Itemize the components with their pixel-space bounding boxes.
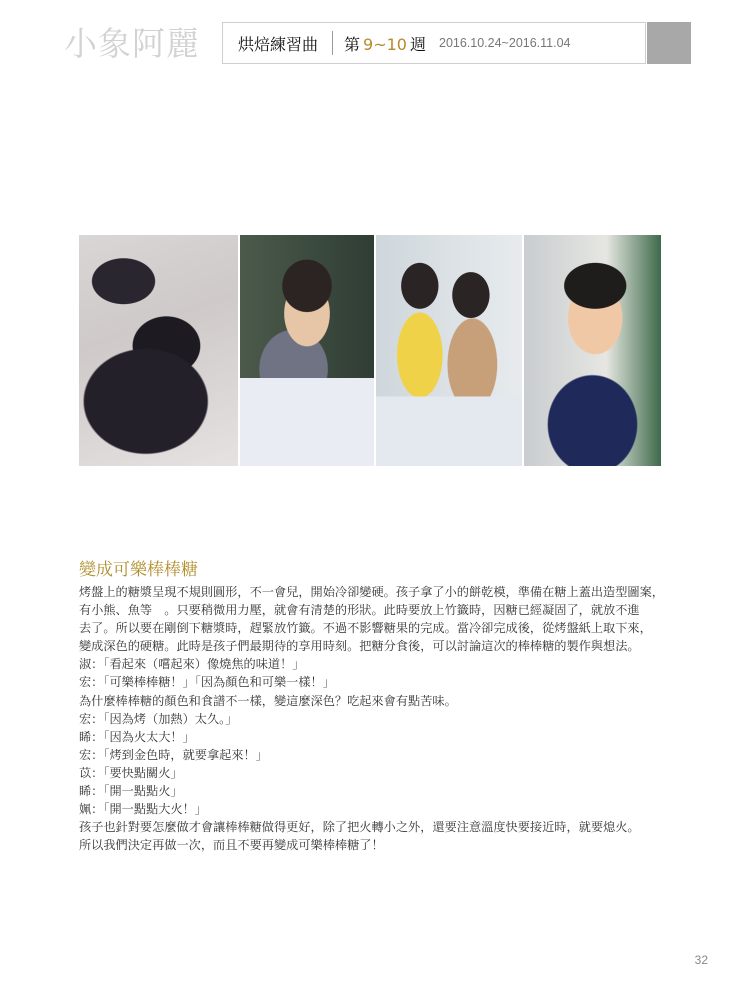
paragraph-line: 姵：「開一點點大火！」 [79, 802, 207, 817]
paragraph-line: 為什麼棒棒糖的顏色和食譜不一樣，變這麼深色？吃起來會有點苦味。 [79, 693, 457, 708]
body-text [79, 583, 669, 854]
week-suffix: 週 [409, 34, 426, 54]
week-label [344, 32, 426, 55]
week-prefix: 第 [344, 34, 361, 54]
paragraph-line: 苡：「要快點關火」 [79, 765, 183, 780]
paragraph-line: 所以我們決定再做一次，而且不要再變成可樂棒棒糖了！ [79, 838, 384, 853]
photo-strip [79, 235, 663, 466]
paragraph-line: 睎：「因為火太大！」 [79, 729, 195, 744]
week-range: 9~10 [363, 34, 407, 54]
paragraph-line: 淑：「看起來（嚐起來）像燒焦的味道！」 [79, 657, 305, 672]
paragraph-line: 宏：「烤到金色時，就要拿起來！」 [79, 747, 268, 762]
paragraph-line: 宏：「因為烤（加熱）太久。」 [79, 711, 238, 726]
section-title: 變成可樂棒棒糖 [79, 560, 198, 580]
paragraph-line: 睎：「開一點點火」 [79, 784, 183, 799]
header-divider [332, 31, 333, 55]
header-tab-block [647, 22, 691, 64]
header-bar [222, 22, 646, 64]
candy-closeup-photo [79, 235, 238, 466]
header-title: 烘焙練習曲 [238, 34, 319, 54]
page-number: 32 [694, 953, 708, 967]
paragraph-line: 去了。所以要在剛倒下糖漿時，趕緊放竹籤。不過不影響糖果的完成。當冷卻完成後，從烤盤紙上取下來， [79, 621, 652, 636]
paragraph-line: 孩子也針對要怎麼做才會讓棒棒糖做得更好，除了把火轉小之外，還要注意溫度快要接近時，就要熄火。 [79, 820, 640, 835]
header-dates: 2016.10.24~2016.11.04 [439, 36, 571, 50]
paragraph-line: 有小熊、魚等 。只要稍微用力壓，就會有清楚的形狀。此時要放上竹籤時，因糖已經凝固了，就放不進 [79, 603, 640, 618]
paragraph-line: 烤盤上的糖漿呈現不規則圓形，不一會兒，開始冷卻變硬。孩子拿了小的餅乾模，準備在糖上蓋出造型圖案， [79, 585, 664, 599]
child-lollipop-photo [524, 235, 661, 466]
child-drawing-photo [240, 235, 374, 466]
brand-logo-text: 小象阿麗 [64, 24, 200, 63]
paragraph-line: 變成深色的硬糖。此時是孩子們最期待的享用時刻。把糖分食後，可以討論這次的棒棒糖的製作與想法。 [79, 639, 640, 654]
two-children-photo [376, 235, 522, 466]
paragraph-line: 宏：「可樂棒棒糖！」「因為顏色和可樂一樣！」 [79, 675, 335, 690]
